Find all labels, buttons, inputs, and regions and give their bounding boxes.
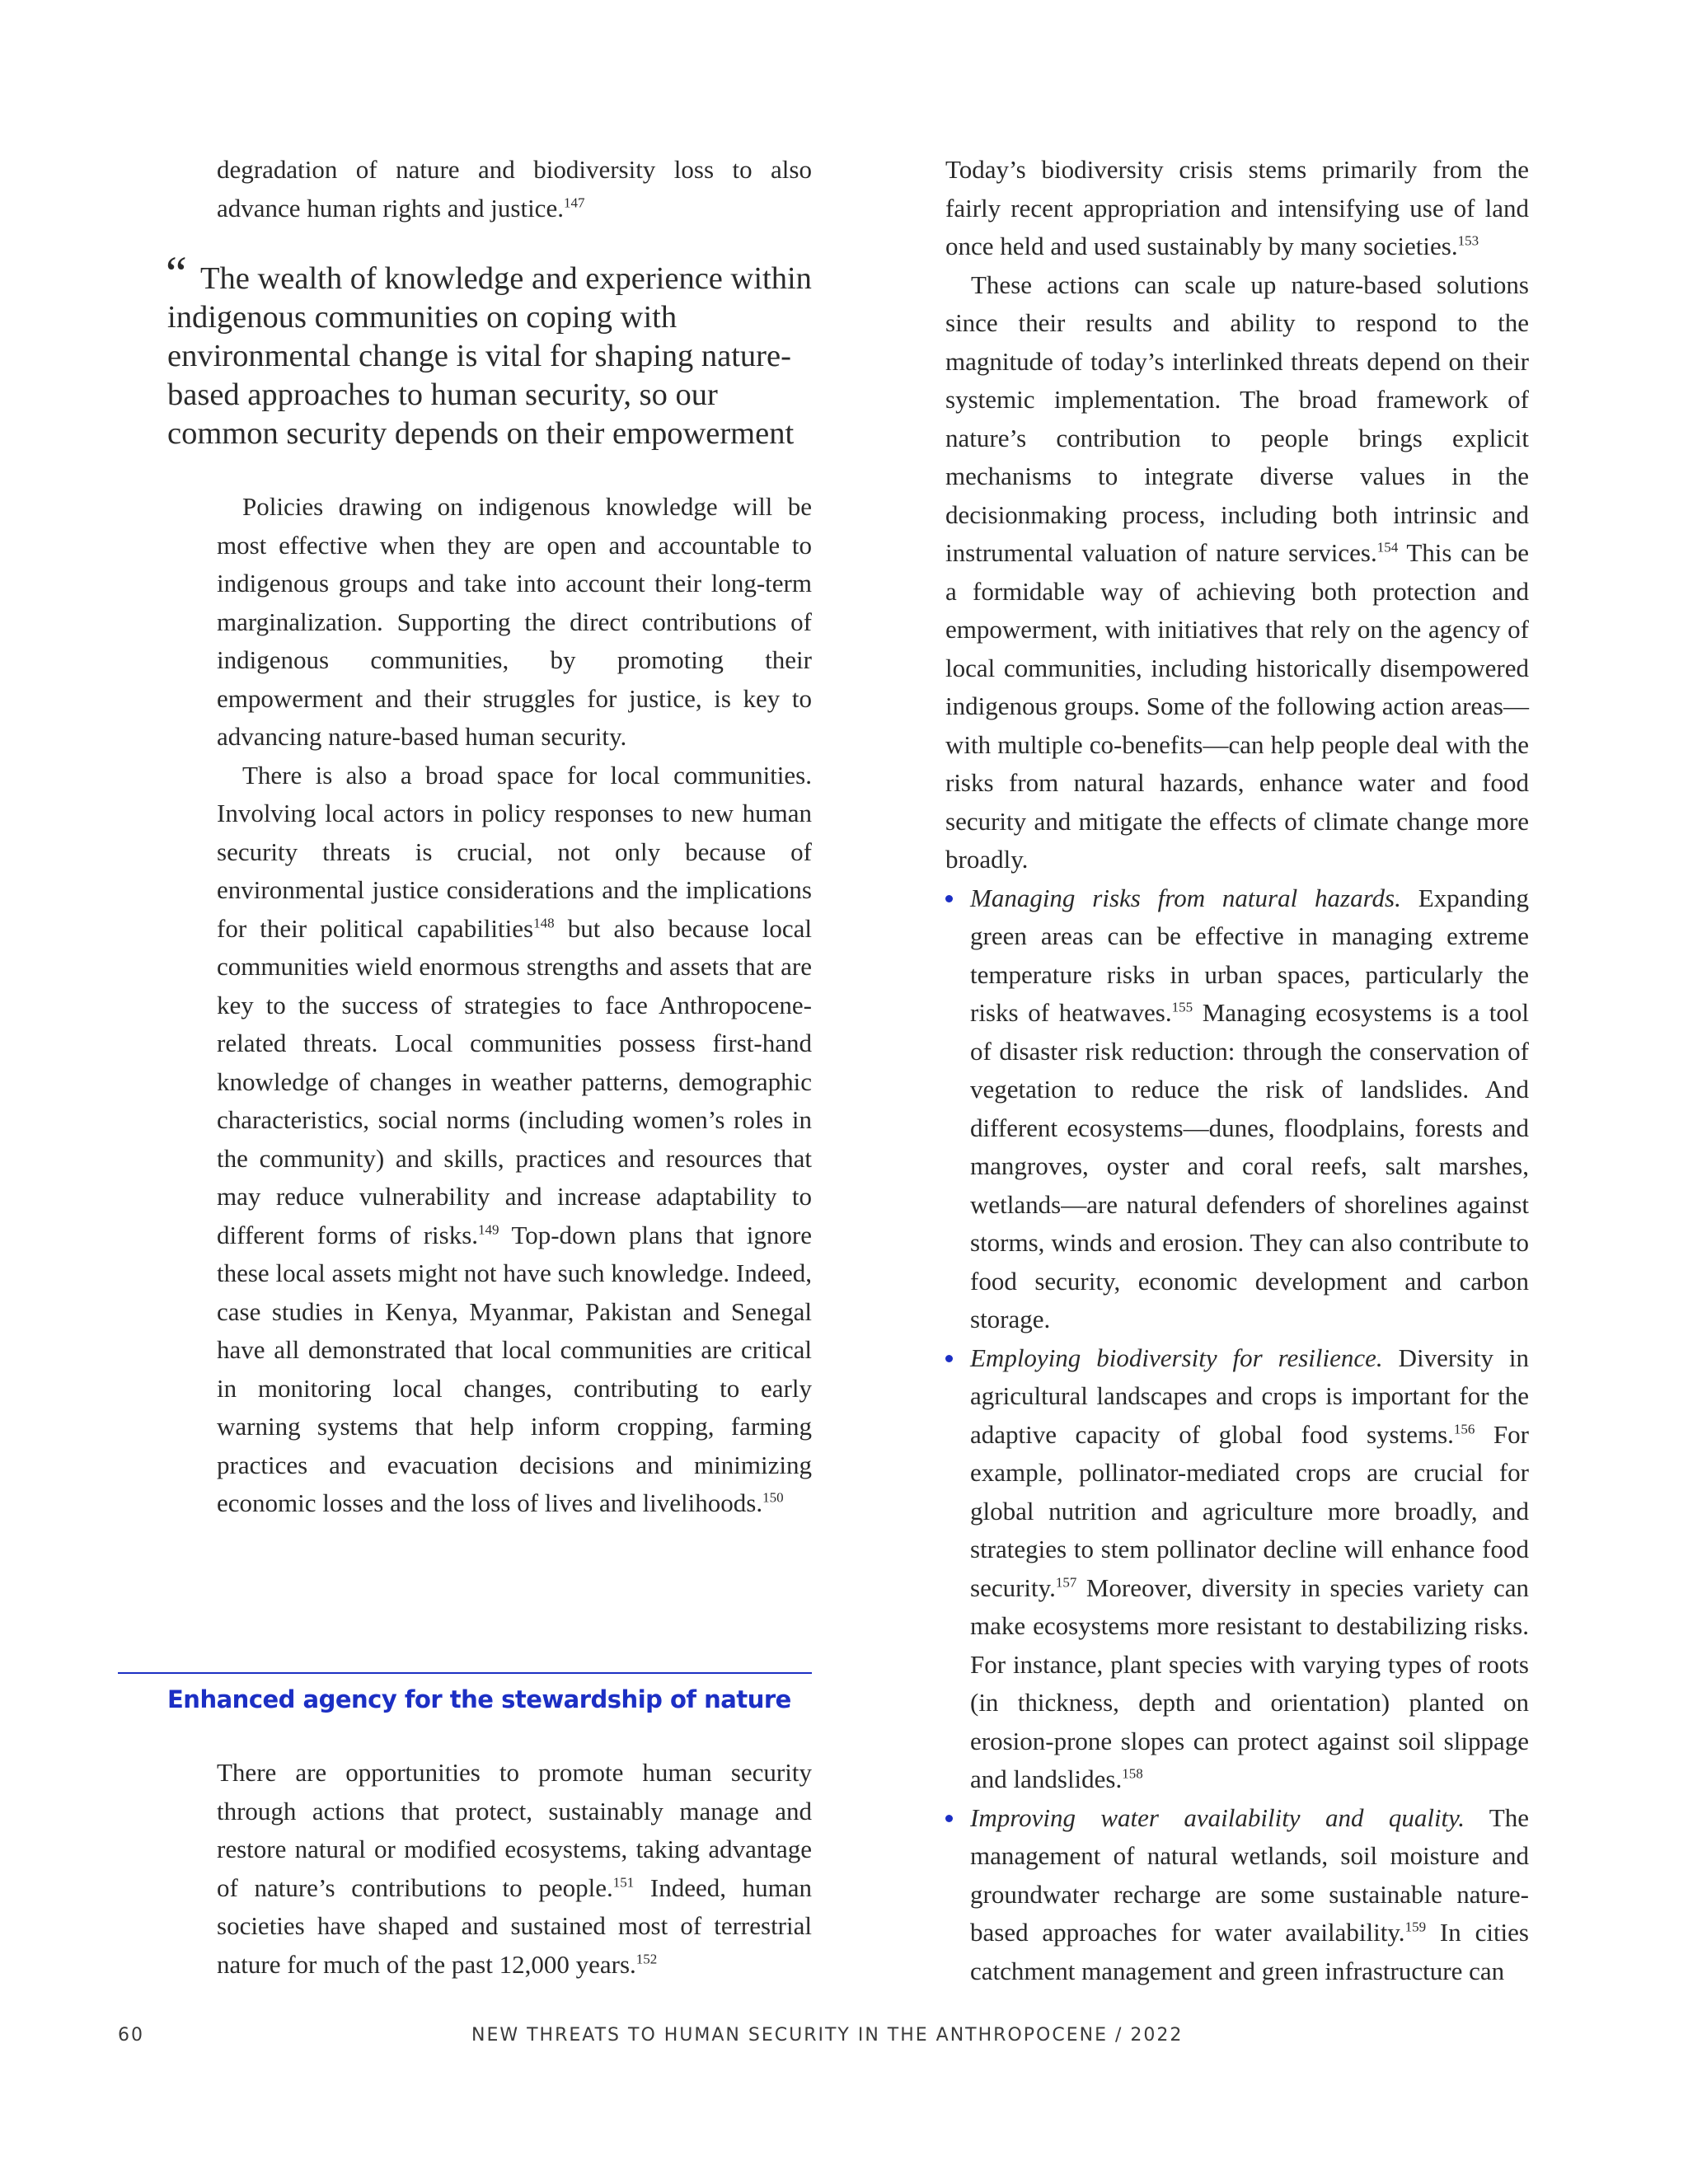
bullet-icon [945, 1815, 953, 1822]
paragraph-text: Top-down plans that ignore these local assets might not have such knowledge. Indeed, case studies in Kenya, Myanmar, Pakistan and Senegal have all demonstrated that local communities are critical in monitoring local changes, contributing to early warning systems that help inform cropping, farming practices and evacuation decisions and minimizing economic losses and the loss of lives and livelihoods. [217, 1220, 812, 1517]
paragraph-text: Indeed, human societies have shaped and sustained most of terrestrial nature for much of the past 12,000 years. [217, 1872, 812, 1979]
paragraph-local-communities [217, 757, 812, 1523]
section-divider [118, 1672, 812, 1674]
paragraph-opportunities [217, 1754, 812, 1984]
footnote-149[interactable]: 149 [478, 1221, 499, 1238]
footnote-150[interactable]: 150 [762, 1489, 784, 1506]
list-item-text [970, 879, 1529, 1339]
paragraph-policies: Policies drawing on indigenous knowledge will be most effective when they are open and accountable to indigenous groups and take into account their long-term marginalization. Supporting the direct contributions of indigenous communities, by promoting their empowerment and their struggles for justice, is key to advancing nature-based human security. [217, 492, 812, 751]
paragraph-text: Managing ecosystems is a tool of disaster risk reduction: through the conservation of vegetation to reduce the risk of landslides. And different ecosystems—dunes, floodplains, forests and mangroves, oyster and coral reefs, salt marshes, wetlands—are natural defenders of shorelines against storms, winds and erosion. They can also contribute to food security, economic development and carbon storage. [970, 998, 1529, 1333]
list-item [945, 879, 1529, 1339]
paragraph-actions [945, 266, 1529, 879]
footer-title: NEW THREATS TO HUMAN SECURITY IN THE ANTHROPOCENE / 2022 [471, 2025, 1184, 2046]
right-column [945, 151, 1529, 1990]
list-item-text [970, 1799, 1529, 1991]
left-column-body [217, 488, 812, 1523]
pull-quote-text: The wealth of knowledge and experience within indigenous communities on coping with environmental change is vital for shaping nature-based approaches to human security, so our common security depends on their empowerment [167, 261, 812, 451]
bullet-icon [945, 1355, 953, 1362]
list-item [945, 1339, 1529, 1799]
paragraph-text: Diversity in agricultural landscapes and crops is important for the adaptive capacity of global food systems. [970, 1343, 1529, 1449]
paragraph-text: Moreover, diversity in species variety can make ecosystems more resistant to destabilizing risks. For instance, plant species with varying types of roots (in thickness, depth and orientation) planted on erosion-prone slopes can protect against soil slippage and landslides. [970, 1572, 1529, 1793]
footnote-155[interactable]: 155 [1171, 999, 1193, 1015]
pull-quote [166, 246, 827, 453]
action-areas-list [945, 879, 1529, 1991]
footnote-152[interactable]: 152 [635, 1951, 658, 1967]
left-column-top [217, 151, 812, 227]
paragraph-text: degradation of nature and biodiversity loss to also advance human rights and justice. [217, 155, 812, 223]
paragraph-text: This can be a formidable way of achieving both protection and empowerment, with initiatives that rely on the agency of local communities, including historically disempowered indigenous groups. Some of the following action areas—with multiple co-benefits—can help people deal with the risks from natural hazards, enhance water and food security and mitigate the effects of climate change more broadly. [945, 538, 1529, 874]
paragraph-text: There are opportunities to promote human security through actions that protect, sustainably manage and restore natural or modified ecosystems, taking advantage of nature’s contributions to people. [217, 1758, 812, 1902]
footnote-159[interactable]: 159 [1404, 1919, 1427, 1935]
list-item-title: Employing biodiversity for resilience. [970, 1343, 1383, 1372]
paragraph-text: Expanding green areas can be effective in managing extreme temperature risks in urban spaces, particularly the risks of heatwaves. [970, 883, 1530, 1027]
paragraph-text: The management of natural wetlands, soil moisture and groundwater recharge are some sustainable nature-based approaches for water availability. [970, 1802, 1529, 1947]
paragraph-degradation [217, 151, 812, 227]
footnote-148[interactable]: 148 [533, 915, 555, 931]
paragraph-text: Today’s biodiversity crisis stems primarily from the fairly recent appropriation and intensifying use of land once held and used sustainably by many societies. [945, 155, 1529, 260]
list-item-title: Improving water availability and quality. [970, 1802, 1465, 1832]
paragraph-text: In cities catchment management and green infrastructure can [970, 1918, 1529, 1985]
paragraph-text: For example, pollinator-mediated crops are crucial for global nutrition and agriculture more broadly, and strategies to stem pollinator decline will enhance food security. [970, 1419, 1529, 1602]
footnote-151[interactable]: 151 [612, 1874, 635, 1891]
left-column-section [217, 1754, 812, 1984]
section-heading: Enhanced agency for the stewardship of nature [167, 1685, 791, 1713]
paragraph-biodiversity-crisis [945, 151, 1529, 266]
footnote-147[interactable]: 147 [563, 194, 585, 211]
footnote-158[interactable]: 158 [1122, 1765, 1143, 1782]
footnote-153[interactable]: 153 [1457, 232, 1479, 249]
list-item [945, 1799, 1529, 1991]
list-item-title: Managing risks from natural hazards. [970, 883, 1401, 912]
list-item-text [970, 1339, 1529, 1799]
footnote-157[interactable]: 157 [1055, 1574, 1077, 1591]
paragraph-text: These actions can scale up nature-based solutions since their results and ability to respond to the magnitude of today’s interlinked threats depend on their systemic implementation. The broad framework of nature’s contribution to people brings explicit mechanisms to integrate diverse values in the decisionmaking process, including both intrinsic and instrumental valuation of nature services. [945, 269, 1529, 567]
footnote-154[interactable]: 154 [1376, 539, 1399, 555]
paragraph-text: There is also a broad space for local communities. Involving local actors in policy responses to new human security threats is crucial, not only because of environmental justice considerations and the implications for their political capabilities [217, 760, 812, 943]
page-number: 60 [118, 2025, 144, 2046]
quote-mark-icon: “ [166, 246, 187, 300]
bullet-icon [945, 895, 953, 902]
footnote-156[interactable]: 156 [1453, 1421, 1475, 1437]
paragraph-text: but also because local communities wield enormous strengths and assets that are key to the success of strategies to face Anthropocene-related threats. Local communities possess first-hand knowledge of changes in weather patterns, demographic characteristics, social norms (including women’s roles in the community) and skills, practices and resources that may reduce vulnerability and increase adaptability to different forms of risks. [217, 913, 812, 1249]
